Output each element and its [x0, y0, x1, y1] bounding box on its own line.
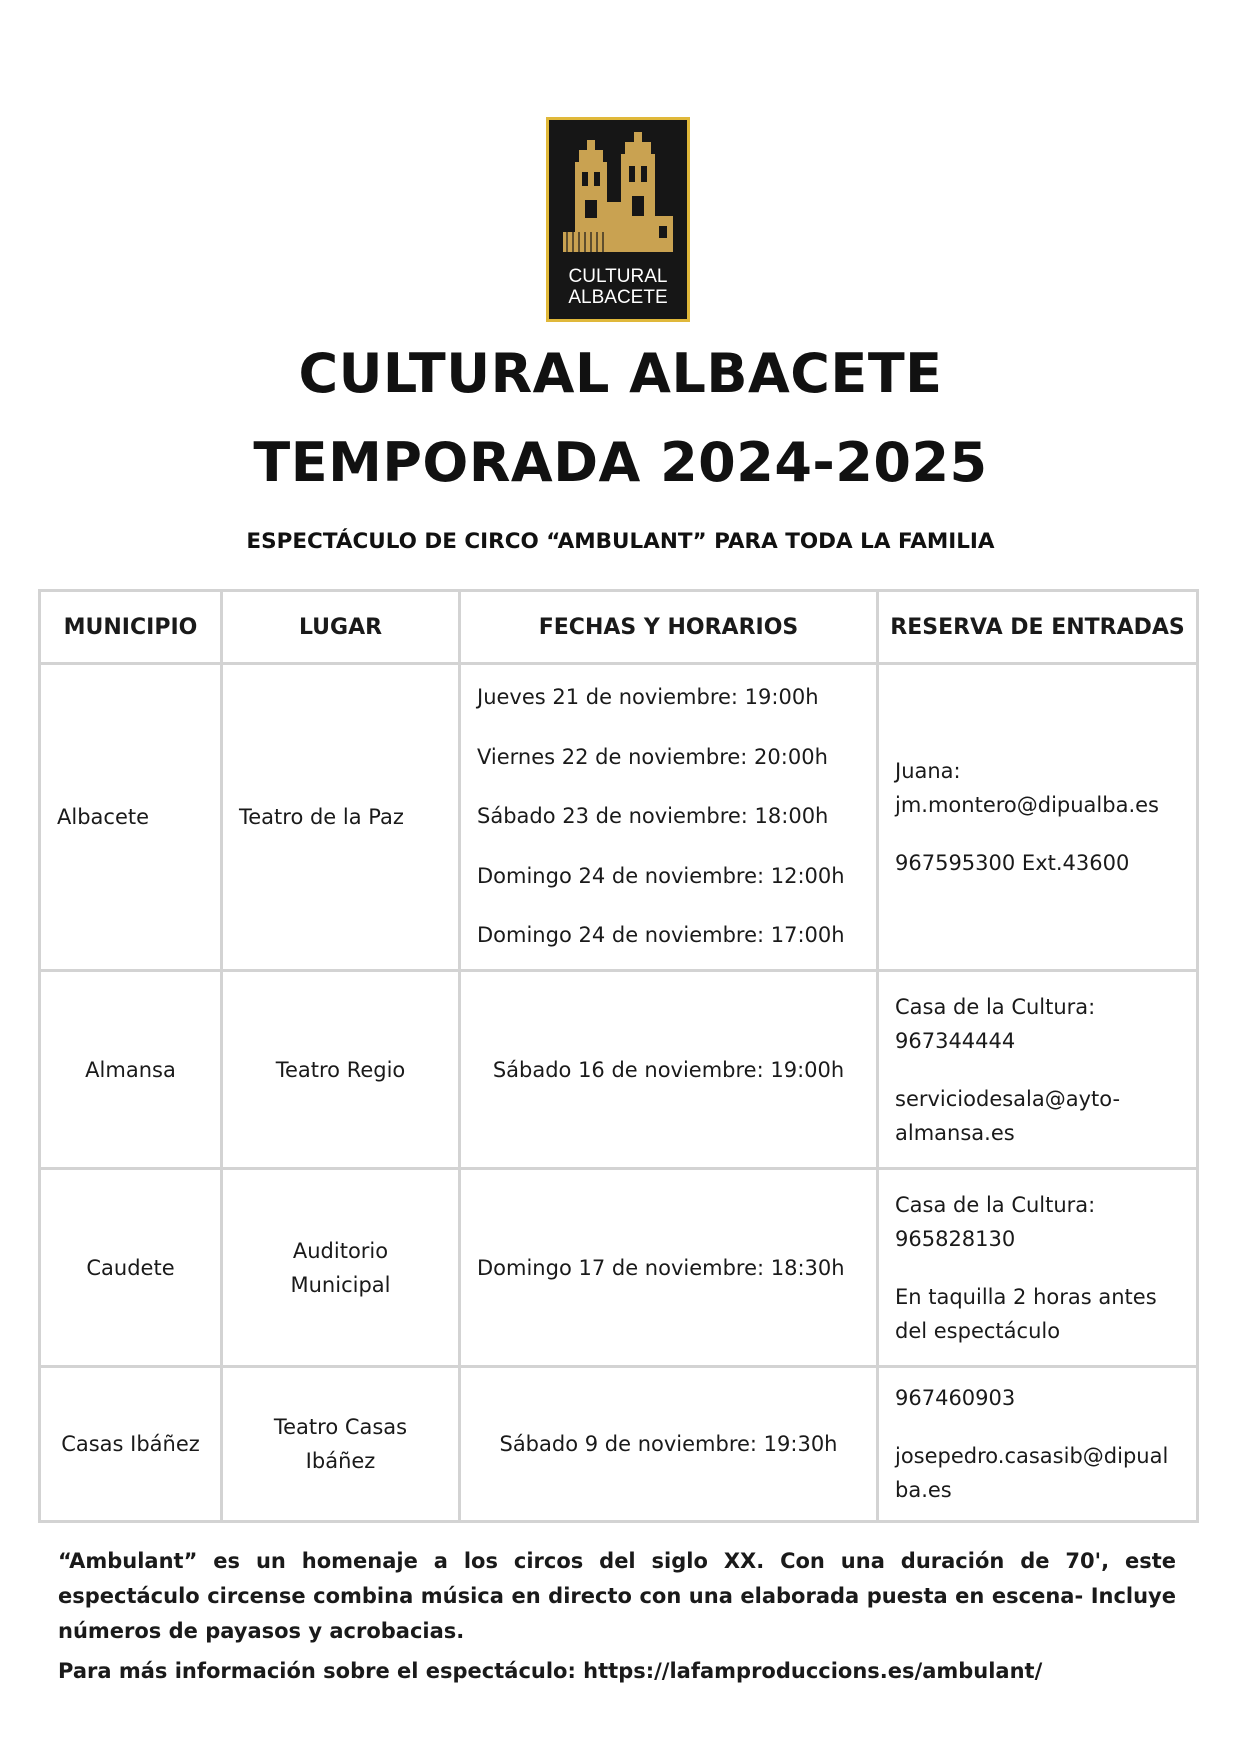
lugar-line: Ibáñez	[305, 1449, 376, 1473]
date-line: Sábado 16 de noviembre: 19:00h	[492, 1057, 845, 1082]
season-title: TEMPORADA 2024-2025	[253, 431, 988, 494]
cell-fechas	[460, 971, 878, 1169]
header-municipio: MUNICIPIO	[40, 591, 222, 664]
date-line: Sábado 9 de noviembre: 19:30h	[499, 1432, 838, 1456]
cell-fechas	[460, 1169, 878, 1367]
table-row	[40, 1367, 1198, 1522]
table-row	[40, 664, 1198, 971]
cell-fechas	[460, 664, 878, 971]
reserva-phone: 967460903	[895, 1386, 1016, 1410]
cell-fechas	[460, 1367, 878, 1522]
reserva-email-link[interactable]: jm.montero@dipualba.es	[895, 793, 1159, 817]
reserva-email-link[interactable]: ba.es	[895, 1478, 952, 1502]
table-row	[40, 971, 1198, 1169]
page-title: CULTURAL ALBACETE	[298, 342, 943, 405]
cultural-albacete-logo	[546, 117, 690, 322]
lugar-line: Auditorio	[292, 1238, 389, 1263]
logo-text-line1: CULTURAL	[568, 266, 668, 287]
reserva-email-link[interactable]: serviciodesala@ayto-	[895, 1086, 1121, 1111]
date-line: Sábado 23 de noviembre: 18:00h	[477, 804, 829, 829]
reserva-line: Juana:	[895, 759, 961, 783]
show-description: “Ambulant” es un homenaje a los circos del siglo XX. Con una duración de 70', este espectáculo circense combina música en directo con una elaborada puesta en escena- Incluye números de payasos y acrobacias.	[58, 1549, 1176, 1643]
lugar-line: Teatro de la Paz	[239, 805, 404, 829]
cell-reserva	[878, 971, 1198, 1169]
more-info-link[interactable]: Para más información sobre el espectáculo: https://lafamproduccions.es/ambulant/	[58, 1659, 1043, 1683]
header-fechas: FECHAS Y HORARIOS	[460, 591, 878, 664]
date-line: Domingo 17 de noviembre: 18:30h	[477, 1255, 845, 1280]
reserva-line: En taquilla 2 horas antes	[895, 1284, 1157, 1309]
reserva-line: Casa de la Cultura:	[895, 1192, 1096, 1217]
date-line: Jueves 21 de noviembre: 19:00h	[477, 685, 819, 710]
cell-municipio: Casas Ibáñez	[40, 1367, 222, 1522]
date-line: Domingo 24 de noviembre: 12:00h	[477, 863, 845, 888]
reserva-line: del espectáculo	[895, 1318, 1061, 1343]
table-row	[40, 1169, 1198, 1367]
cell-reserva	[878, 1169, 1198, 1367]
cell-reserva	[878, 1367, 1198, 1522]
cell-municipio: Caudete	[40, 1169, 222, 1367]
lugar-line: Teatro Casas	[273, 1415, 408, 1439]
reserva-phone: 967595300 Ext.43600	[895, 851, 1130, 875]
date-line: Domingo 24 de noviembre: 17:00h	[477, 923, 845, 948]
cell-lugar	[222, 1169, 460, 1367]
reserva-phone: 967344444	[895, 1028, 1016, 1053]
reserva-line: Casa de la Cultura:	[895, 994, 1096, 1019]
reserva-email-link[interactable]: almansa.es	[895, 1120, 1015, 1145]
logo-text-line2: ALBACETE	[568, 287, 668, 308]
lugar-line: Teatro Regio	[275, 1057, 406, 1082]
header-reserva: RESERVA DE ENTRADAS	[878, 591, 1198, 664]
reserva-email-link[interactable]: josepedro.casasib@dipual	[895, 1444, 1169, 1468]
header-lugar: LUGAR	[222, 591, 460, 664]
cell-lugar	[222, 971, 460, 1169]
cathedral-logo-icon	[549, 120, 687, 319]
cell-lugar	[222, 664, 460, 971]
event-subtitle: ESPECTÁCULO DE CIRCO “AMBULANT” PARA TODA LA FAMILIA	[246, 529, 995, 554]
date-line: Viernes 22 de noviembre: 20:00h	[477, 744, 828, 769]
schedule-table	[38, 589, 1199, 1523]
cell-lugar	[222, 1367, 460, 1522]
cell-municipio: Almansa	[40, 971, 222, 1169]
table-header-row	[40, 591, 1198, 664]
cell-reserva	[878, 664, 1198, 971]
cell-municipio: Albacete	[40, 664, 222, 971]
lugar-line: Municipal	[290, 1272, 391, 1297]
reserva-phone: 965828130	[895, 1226, 1016, 1251]
